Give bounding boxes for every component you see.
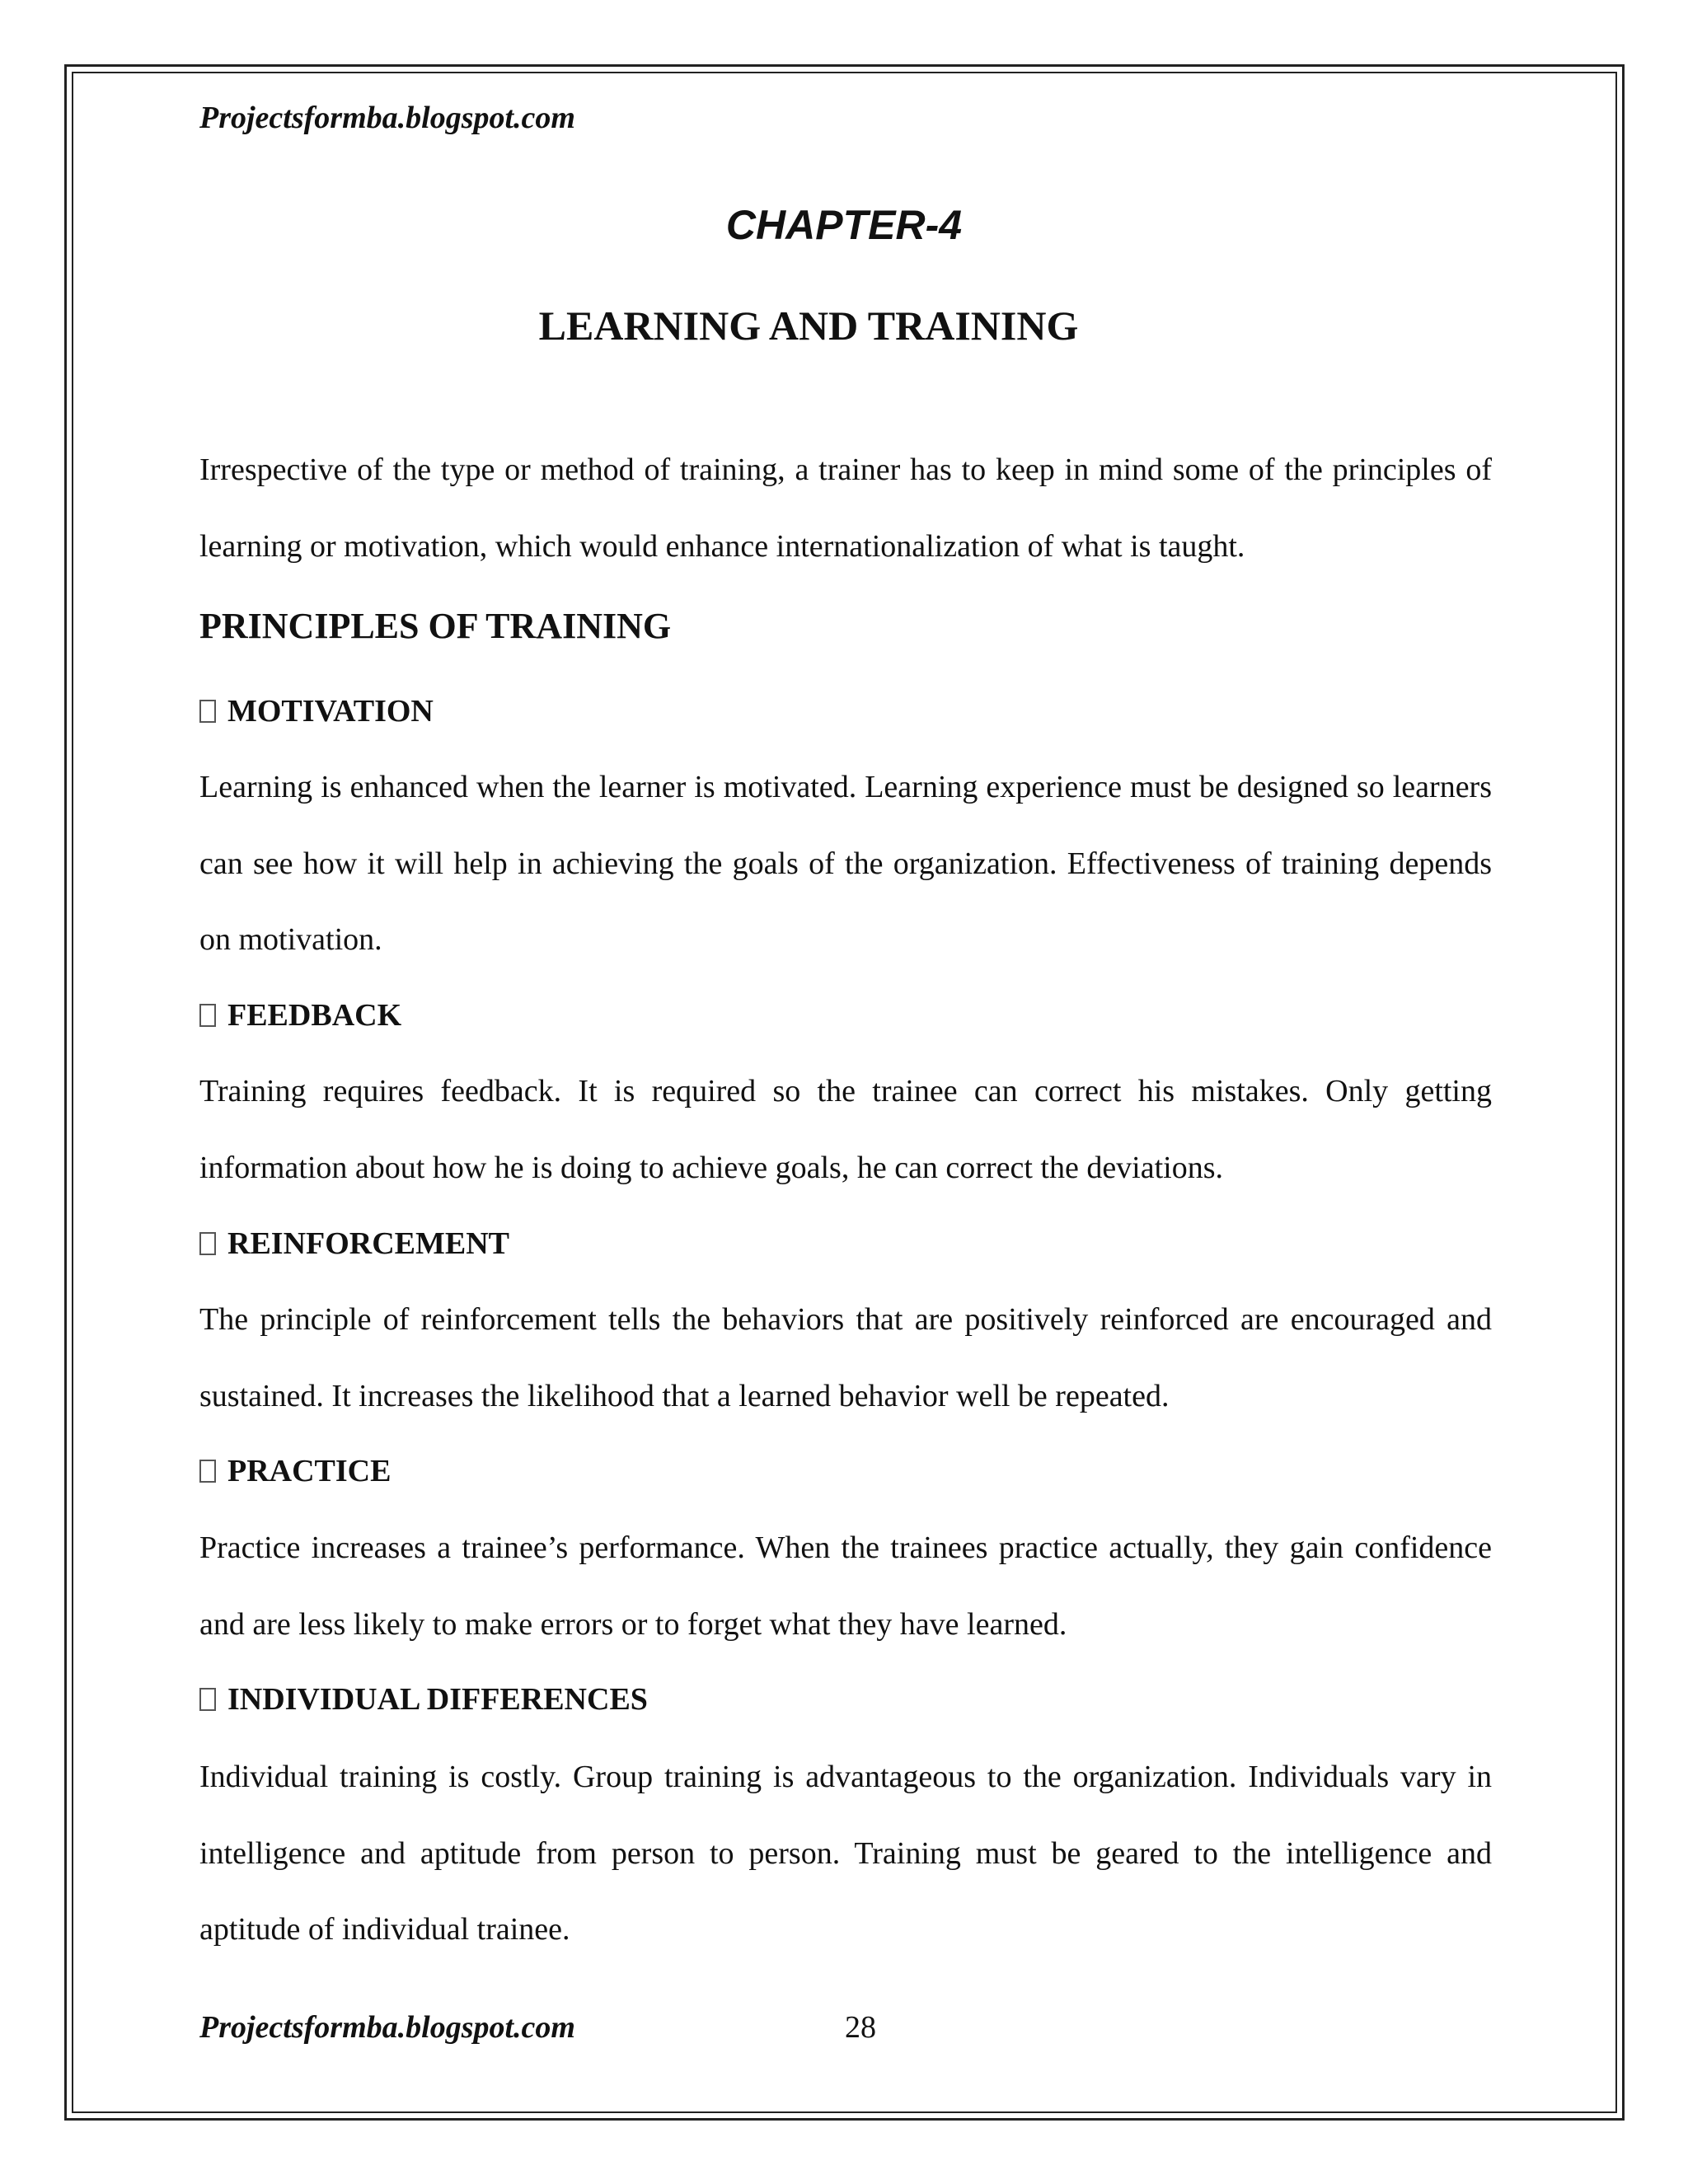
principle-heading-label: PRACTICE [227, 1454, 392, 1488]
principle-heading-label: INDIVIDUAL DIFFERENCES [227, 1682, 648, 1717]
principle-heading-label: FEEDBACK [227, 998, 402, 1033]
bullet-box-icon [199, 1460, 216, 1483]
chapter-label: CHAPTER-4 [725, 202, 963, 248]
principle-text: Individual training is costly. Group training is advantageous to the organization. Individuals vary in intelligence and aptitude from person to person. Training must be geared to the intelligence and aptitude of individual trainee. [199, 1760, 1492, 1947]
principle-heading-label: MOTIVATION [227, 694, 434, 729]
principle-heading [199, 692, 434, 730]
bullet-box-icon [199, 1232, 216, 1255]
principle-heading [199, 1452, 391, 1490]
principle-text: The principle of reinforcement tells the behaviors that are positively reinforced are encouraged and sustained. It increases the likelihood that a learned behavior well be repeated. [199, 1302, 1492, 1413]
bullet-box-icon [199, 1004, 216, 1027]
principle-text: Practice increases a trainee’s performance. When the trainees practice actually, they gain confidence and are less likely to make errors or to forget what they have learned. [199, 1530, 1492, 1642]
bullet-box-icon [199, 700, 216, 723]
chapter-title: LEARNING AND TRAINING [538, 302, 1079, 349]
principle-heading [199, 1225, 509, 1263]
footer-site-name: Projectsformba.blogspot.com [199, 2010, 575, 2045]
header-site-name: Projectsformba.blogspot.com [199, 101, 575, 135]
bullet-box-icon [199, 1688, 216, 1711]
intro-paragraph: Irrespective of the type or method of training, a trainer has to keep in mind some of the principles of learning or motivation, which would enhance internationalization of what is taught. [199, 452, 1492, 564]
principle-text: Training requires feedback. It is required so the trainee can correct his mistakes. Only getting information about how he is doing to achieve goals, he can correct the deviations. [199, 1074, 1492, 1185]
section-title: PRINCIPLES OF TRAINING [199, 606, 672, 646]
principle-heading-label: REINFORCEMENT [227, 1226, 510, 1261]
principle-heading [199, 1680, 648, 1718]
principle-heading [199, 996, 401, 1034]
page-number: 28 [845, 2010, 876, 2045]
principle-text: Learning is enhanced when the learner is motivated. Learning experience must be designed so learners can see how it will help in achieving the goals of the organization. Effectiveness of training depends on motivation. [199, 770, 1492, 957]
